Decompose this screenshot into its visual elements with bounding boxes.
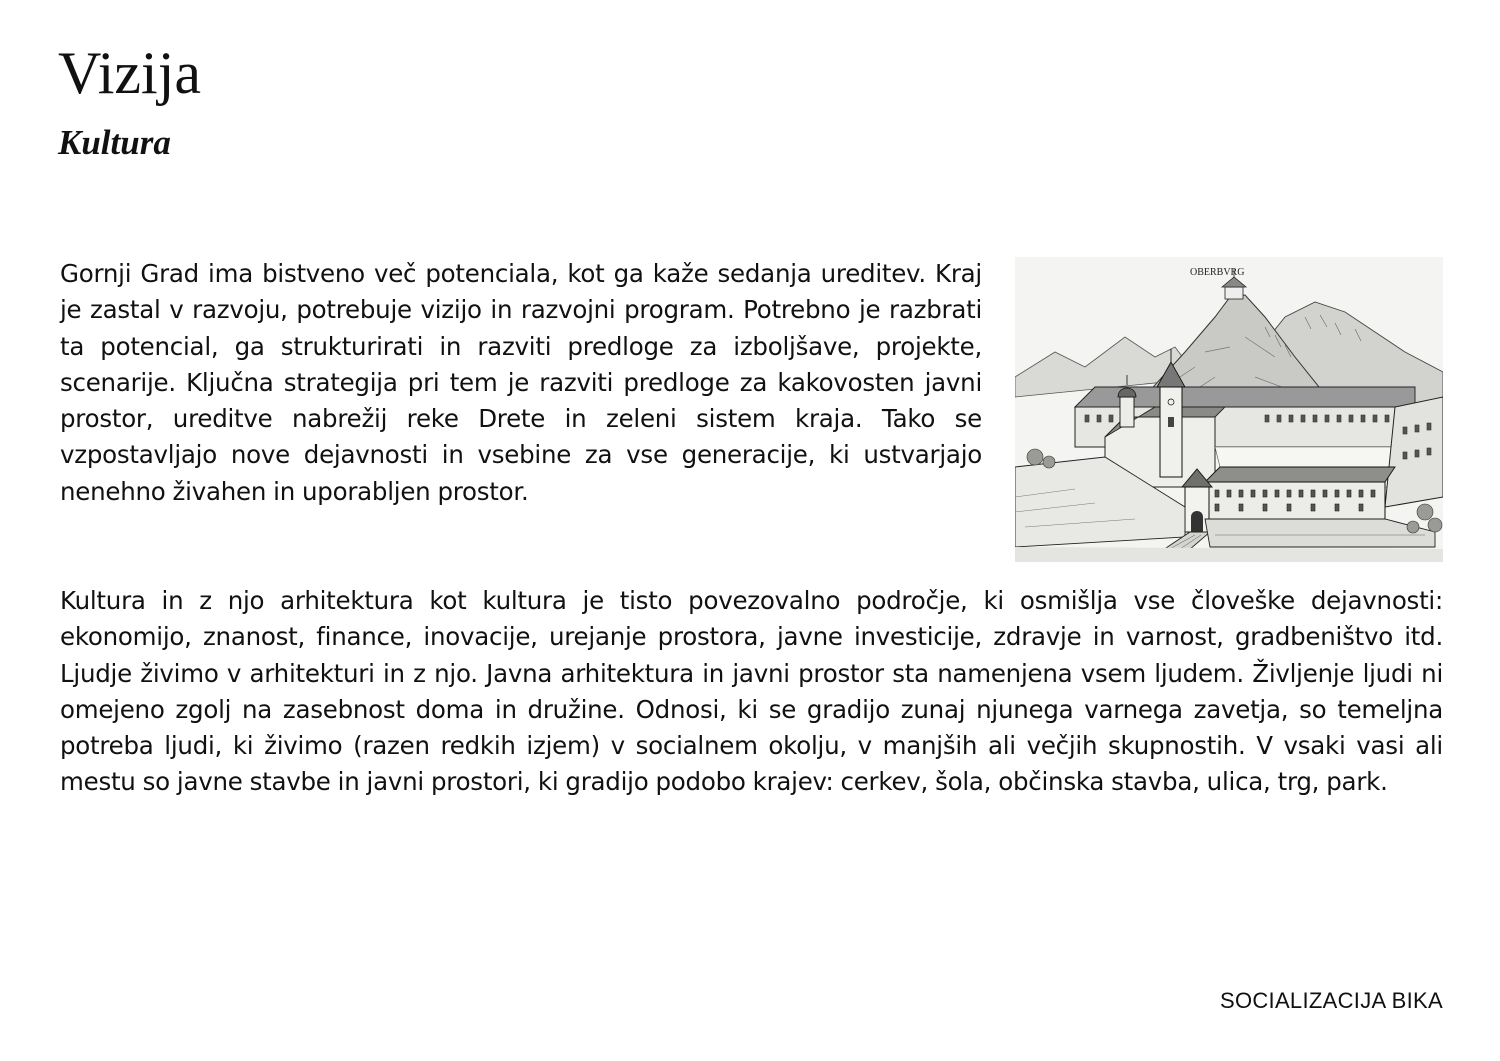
page-subtitle: Kultura	[58, 123, 171, 162]
engraving-label: OBERBVRG	[1190, 267, 1245, 278]
historical-engraving-image	[1015, 257, 1443, 562]
engraving-illustration	[1015, 257, 1443, 562]
culture-paragraph: Kultura in z njo arhitektura kot kultura je tisto povezovalno področje, ki osmišlja vse človeške dejavnosti: ekonomijo, znanost, finance, inovacije, urejanje prostora, javne investicije, zdravje in varnost, gradbeništvo itd. Ljudje živimo v arhitekturi in z njo. Javna arhitektura in javni prostor sta namenjena vsem ljudem. Življenje ljudi ni omejeno zgolj na zasebnost doma in družine. Odnosi, ki se gradijo zunaj njunega varnega zavetja, so temeljna potreba ljudi, ki živimo (razen redkih izjem) v socialnem okolju, v manjših ali večjih skupnostih. V vsaki vasi ali mestu so javne stavbe in javni prostori, ki gradijo podobo krajev: cerkev, šola, občinska stavba, ulica, trg, park.	[60, 586, 1443, 797]
intro-paragraph: Gornji Grad ima bistveno več potenciala, kot ga kaže sedanja ureditev. Kraj je zastal v razvoju, potrebuje vizijo in razvojni program. Potrebno je razbrati ta potencial, ga strukturirati in razviti predloge za izboljšave, projekte, scenarije. Ključna strategija pri tem je razviti predloge za kakovosten javni prostor, ureditve nabrežij reke Drete in zeleni sistem kraja. Tako se vzpostavljajo nove dejavnosti in vsebine za vse generacije, ki ustvarjajo nenehno živahen in uporabljen prostor.	[60, 259, 982, 506]
footer-project-name: SOCIALIZACIJA BIKA	[1219, 988, 1443, 1013]
page-title: Vizija	[58, 40, 201, 106]
